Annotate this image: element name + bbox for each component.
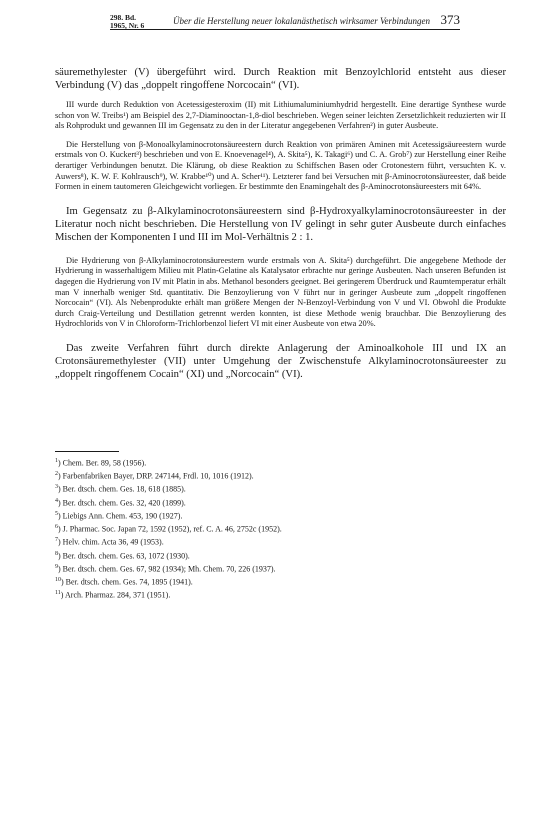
paragraph-6: Das zweite Verfahren führt durch direkte Anlagerung der Aminoalkohole III und IX an Crotonsäuremethylester (VII) unter Umgehung der Zwischenstufe Alkylaminocrotonsäureester zu „doppelt ringoffenem Cocain“ (XI) und „Norcocain“ (VI). bbox=[55, 342, 506, 380]
footnote-bracket: ) bbox=[58, 551, 63, 561]
footnote-bracket: ) bbox=[58, 471, 63, 481]
footnote-text: Liebigs Ann. Chem. 453, 190 (1927). bbox=[62, 511, 183, 521]
volume-info bbox=[110, 14, 144, 30]
footnote-bracket: ) bbox=[58, 498, 63, 508]
footnote-bracket: ) bbox=[58, 524, 63, 534]
footnote-text: J. Pharmac. Soc. Japan 72, 1592 (1952), ref. C. A. 46, 2752c (1952). bbox=[62, 524, 282, 534]
footnote-number: 8 bbox=[55, 550, 58, 557]
footnote-bracket: ) bbox=[58, 538, 63, 548]
running-title: Über die Herstellung neuer lokalanästhetisch wirksamer Verbindungen bbox=[173, 16, 430, 26]
footnote-item bbox=[55, 456, 506, 469]
paragraph-2: III wurde durch Reduktion von Acetessigesteroxim (II) mit Lithiumaluminiumhydrid hergestellt. Eine derartige Synthese wurde schon von W. Treibs¹) am Beispiel des 2,7-Diaminooctan-1,8-diol beschrieben. Wegen seiner leichten Zersetzlichkeit reduzierten wir II als Rohprodukt und gewannen III im Gegensatz zu den in der Literatur angegebenen Verfahren²) in guter Ausbeute. bbox=[55, 100, 506, 131]
footnote-item bbox=[55, 496, 506, 509]
year-issue-label: 1965, Nr. 6 bbox=[110, 21, 145, 30]
footnote-item bbox=[55, 482, 506, 495]
footnote-item bbox=[55, 562, 506, 575]
paragraph-3: Die Herstellung von β-Monoalkylaminocrotonsäureestern durch Reaktion von primären Aminen mit Acetessigsäureestern wurde erstmals von O. Kuckert³) beschrieben und von E. Knoevenagel⁴), A. Skita⁵), K. Takagi⁶) und C. A. Grob⁷) zur Herstellung einer Reihe derartiger Verbindungen benutzt. Die Klärung, ob diese Reaktion zu Schiffschen Basen oder Crotonestern führt, versuchten K. v. Auwers⁸), K. W. F. Kohlrausch⁹), W. Krabbe¹⁰) und A. Scher¹¹). Letzterer fand bei Versuchen mit β-Aminocrotonsäureester, daß beide Formen in einem tautomeren Gleichgewicht vorliegen. Er bestimmte den Enamingehalt des β-Aminocrotonsäureesters mit 64%. bbox=[55, 139, 506, 192]
footnote-bracket: ) bbox=[61, 577, 66, 587]
footnote-number: 5 bbox=[55, 510, 58, 517]
footnote-number: 3 bbox=[55, 484, 58, 491]
footnote-number: 9 bbox=[55, 563, 58, 570]
footnote-item bbox=[55, 575, 506, 588]
footnote-bracket: ) bbox=[58, 458, 63, 468]
footnote-item bbox=[55, 469, 506, 482]
footnote-rule bbox=[55, 451, 119, 452]
footnote-number: 4 bbox=[55, 497, 58, 504]
footnote-text: Ber. dtsch. chem. Ges. 63, 1072 (1930). bbox=[62, 551, 190, 561]
footnote-number: 11 bbox=[55, 590, 61, 597]
footnote-number: 2 bbox=[55, 471, 58, 478]
footnote-bracket: ) bbox=[58, 485, 63, 495]
footnote-text: Ber. dtsch. chem. Ges. 74, 1895 (1941). bbox=[65, 577, 193, 587]
footnote-item bbox=[55, 549, 506, 562]
footnote-text: Farbenfabriken Bayer, DRP. 247144, Frdl. 10, 1016 (1912). bbox=[62, 471, 254, 481]
page-header bbox=[55, 0, 506, 44]
volume-label: 298. Bd. bbox=[110, 13, 137, 22]
paragraph-1: säuremethylester (V) übergeführt wird. Durch Reaktion mit Benzoylchlorid entsteht aus dieser Verbindung (V) das „doppelt ringoffene Norcocain“ (VI). bbox=[55, 67, 506, 91]
header-rule bbox=[110, 29, 460, 30]
footnote-number: 1 bbox=[55, 457, 58, 464]
footnote-number: 6 bbox=[55, 524, 58, 531]
footnote-text: Arch. Pharmaz. 284, 371 (1951). bbox=[65, 591, 171, 601]
page-number: 373 bbox=[440, 12, 460, 27]
footnote-list bbox=[55, 456, 506, 602]
footnote-number: 7 bbox=[55, 537, 58, 544]
footnote-text: Helv. chim. Acta 36, 49 (1953). bbox=[62, 538, 164, 548]
footnote-item bbox=[55, 509, 506, 522]
footnote-item bbox=[55, 535, 506, 548]
footnote-text: Ber. dtsch. chem. Ges. 18, 618 (1885). bbox=[62, 485, 186, 495]
paragraph-5: Die Hydrierung von β-Alkylaminocrotonsäureestern wurde erstmals von A. Skita⁵) durchgeführt. Die angegebene Methode der Hydrierung in wasserhaltigem Milieu mit Platin-Gelatine als Katalysator erbrachte nur geringe Ausbeuten. Nach unseren Befunden ist dagegen die Hydrierung von IV mit Platin in abs. Methanol besonders geeignet. Bei geringerem Überdruck und Raumtemperatur erhält man V innerhalb weniger Std. quantitativ. Die Benzoylierung von V führt nur in geringer Ausbeute zum „doppelt ringoffenen Norcocain“ (VI). Als Nebenprodukte erhält man größere Mengen der N-Benzoyl-Verbindung von V und VI. Obwohl die Produkte durch Craig-Verteilung und Destillation getrennt werden konnten, ist diese Methode wenig brauchbar. Die Benzoylierung des Hydrochlorids von V in Chloroform-Trichlorbenzol liefert VI mit einer Ausbeute von etwa 20%. bbox=[55, 255, 506, 329]
footnote-number: 10 bbox=[55, 577, 61, 584]
paragraph-4: Im Gegensatz zu β-Alkylaminocrotonsäureestern sind β-Hydroxyalkylaminocrotonsäureester in der Literatur noch nicht beschrieben. Die Herstellung von IV gelingt in sehr guter Ausbeute durch einfaches Mischen der Komponenten I und III im Mol-Verhältnis 2 : 1. bbox=[55, 205, 506, 243]
footnote-text: Ber. dtsch. chem. Ges. 67, 982 (1934); Mh. Chem. 70, 226 (1937). bbox=[62, 564, 276, 574]
footnote-bracket: ) bbox=[60, 591, 66, 601]
footnote-text: Chem. Ber. 89, 58 (1956). bbox=[62, 458, 147, 468]
footnote-item bbox=[55, 522, 506, 535]
footnote-bracket: ) bbox=[58, 511, 63, 521]
footnote-item bbox=[55, 588, 506, 601]
footnote-text: Ber. dtsch. chem. Ges. 32, 420 (1899). bbox=[62, 498, 186, 508]
footnote-bracket: ) bbox=[58, 564, 63, 574]
